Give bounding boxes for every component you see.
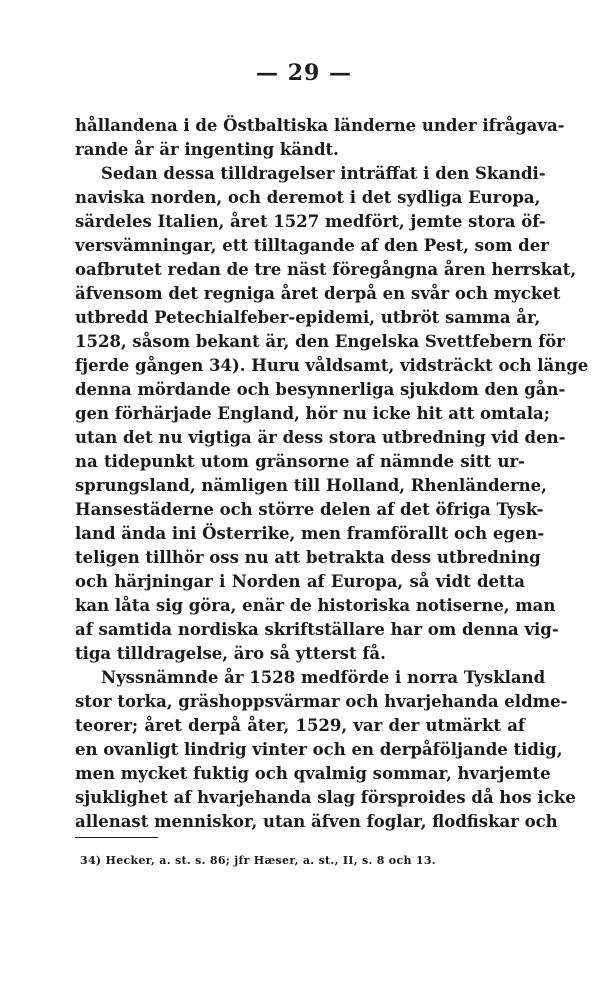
text-line: af samtida nordiska skriftställare har om denna vig- bbox=[75, 620, 559, 639]
body-text bbox=[75, 114, 589, 834]
text-line: utan det nu vigtiga är dess stora utbredning vid den- bbox=[75, 428, 566, 447]
text-line: rande år är ingenting kändt. bbox=[75, 140, 339, 159]
text-line: land ända ini Österrike, men framförallt och egen- bbox=[75, 524, 545, 543]
text-line: teorer; året derpå åter, 1529, var der utmärkt af bbox=[75, 716, 525, 735]
text-line: na tidepunkt utom gränsorne af nämnde sitt ur- bbox=[75, 452, 525, 471]
text-line: naviska norden, och deremot i det sydliga Europa, bbox=[75, 188, 541, 207]
text-line: en ovanligt lindrig vinter och en derpåföljande tidig, bbox=[75, 740, 563, 759]
text-line: gen förhärjade England, hör nu icke hit att omtala; bbox=[75, 404, 550, 423]
text-line: Nyssnämnde år 1528 medförde i norra Tyskland bbox=[101, 668, 546, 687]
text-line: sjuklighet af hvarjehanda slag försproides då hos icke bbox=[75, 788, 576, 807]
text-line: utbredd Petechialfeber-epidemi, utbröt samma år, bbox=[75, 308, 541, 327]
text-line: men mycket fuktig och qvalmig sommar, hvarjemte bbox=[75, 764, 551, 783]
text-line: hållandena i de Östbaltiska länderne under ifrågava- bbox=[75, 116, 565, 135]
text-line: teligen tillhör oss nu att betrakta dess utbredning bbox=[75, 548, 541, 567]
text-line: versvämningar, ett tilltagande af den Pest, som der bbox=[75, 236, 549, 255]
footnote: 34) Hecker, a. st. s. 86; jfr Hæser, a. st., II, s. 8 och 13. bbox=[80, 854, 436, 867]
text-line: denna mördande och besynnerliga sjukdom den gån- bbox=[75, 380, 566, 399]
text-line: särdeles Italien, året 1527 medfört, jemte stora öf- bbox=[75, 212, 546, 231]
text-line: Hansestäderne och större delen af det öfriga Tysk- bbox=[75, 500, 544, 519]
text-line: fjerde gången 34). Huru våldsamt, vidsträckt och länge bbox=[75, 356, 589, 375]
text-line: tiga tilldragelse, äro så ytterst få. bbox=[75, 644, 386, 663]
footnote-divider bbox=[75, 837, 158, 838]
text-line: Sedan dessa tilldragelser inträffat i den Skandi- bbox=[101, 164, 546, 183]
text-line: sprungsland, nämligen till Holland, Rhenländerne, bbox=[75, 476, 547, 495]
text-line: allenast menniskor, utan äfven foglar, flodfiskar och bbox=[75, 812, 558, 831]
text-line: kan låta sig göra, enär de historiska notiserne, man bbox=[75, 596, 556, 615]
text-line: 1528, såsom bekant är, den Engelska Svettfebern för bbox=[75, 332, 565, 351]
text-line: och härjningar i Norden af Europa, så vidt detta bbox=[75, 572, 525, 591]
text-line: oafbrutet redan de tre näst föregångna åren herrskat, bbox=[75, 260, 577, 279]
text-line: äfvensom det regniga året derpå en svår och mycket bbox=[75, 284, 561, 303]
page-number: — 29 — bbox=[256, 60, 352, 86]
text-line: stor torka, gräshoppsvärmar och hvarjehanda eldme- bbox=[75, 692, 568, 711]
